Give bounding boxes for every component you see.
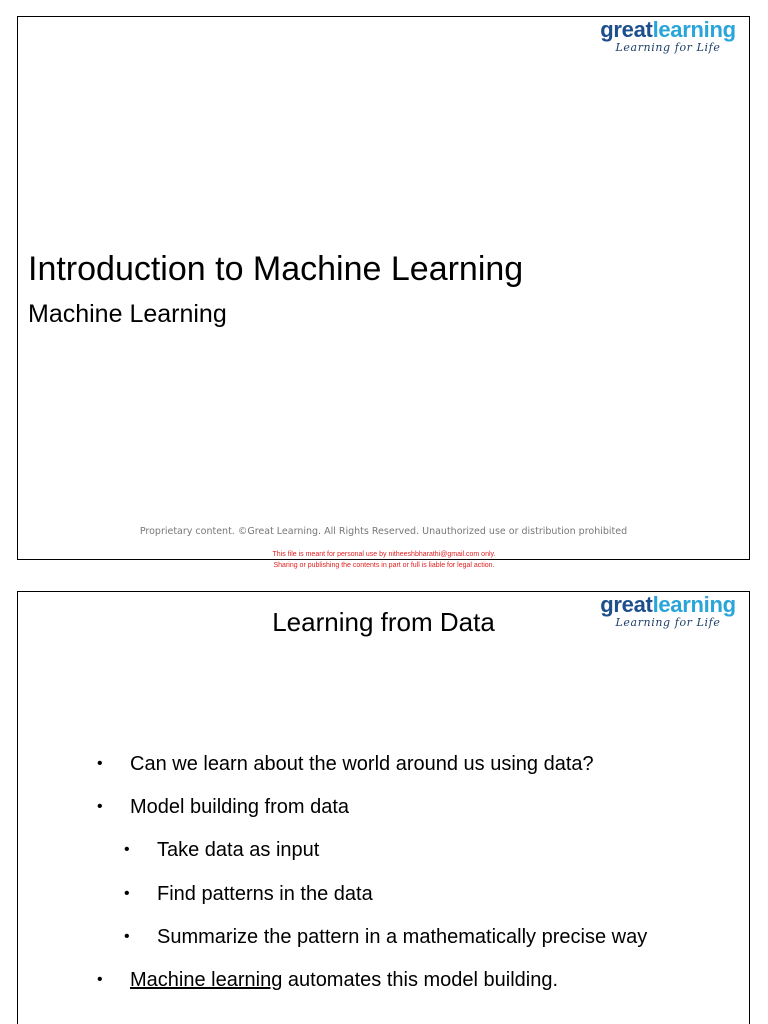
logo-tagline: Learning for Life [615,41,721,54]
bullet-dot-icon: • [97,755,103,772]
bullet-text: Summarize the pattern in a mathematically precise way [157,926,648,948]
slide-heading: Learning from Data [272,607,495,637]
logo-word-learning: learning [652,17,736,42]
notice-line-1: This file is meant for personal use by nitheeshbharathi@gmail.com only. [272,551,496,558]
logo-wordmark [589,19,747,41]
logo-word-learning: learning [652,592,736,617]
bullet-text: Can we learn about the world around us using data? [130,753,594,775]
logo-word-great: great [600,17,653,42]
logo-word-great: great [600,592,653,617]
proprietary-footer: Proprietary content. ©Great Learning. All Rights Reserved. Unauthorized use or distribution prohibited [139,526,628,537]
bullet-text-rest: automates this model building. [282,969,559,991]
bullet-dot-icon: • [97,971,103,988]
slide-title [17,16,750,560]
logo-tagline: Learning for Life [615,616,721,629]
bullet-dot-icon: • [124,928,130,945]
bullet-dot-icon: • [97,798,103,815]
personal-use-notice [0,549,768,571]
slide-title-heading: Introduction to Machine Learning [28,250,524,288]
greatlearning-logo [589,19,747,54]
machine-learning-link[interactable]: Machine learning [130,969,283,991]
bullet-text: Model building from data [130,796,350,818]
bullet-text: Find patterns in the data [157,883,373,905]
bullet-text [130,968,558,992]
bullet-text: Take data as input [157,839,320,861]
slide-subtitle: Machine Learning [28,300,227,328]
slide-learning-from-data [17,591,750,1024]
notice-line-2: Sharing or publishing the contents in part or full is liable for legal action. [273,562,495,569]
bullet-dot-icon: • [124,841,130,858]
bullet-dot-icon: • [124,885,130,902]
